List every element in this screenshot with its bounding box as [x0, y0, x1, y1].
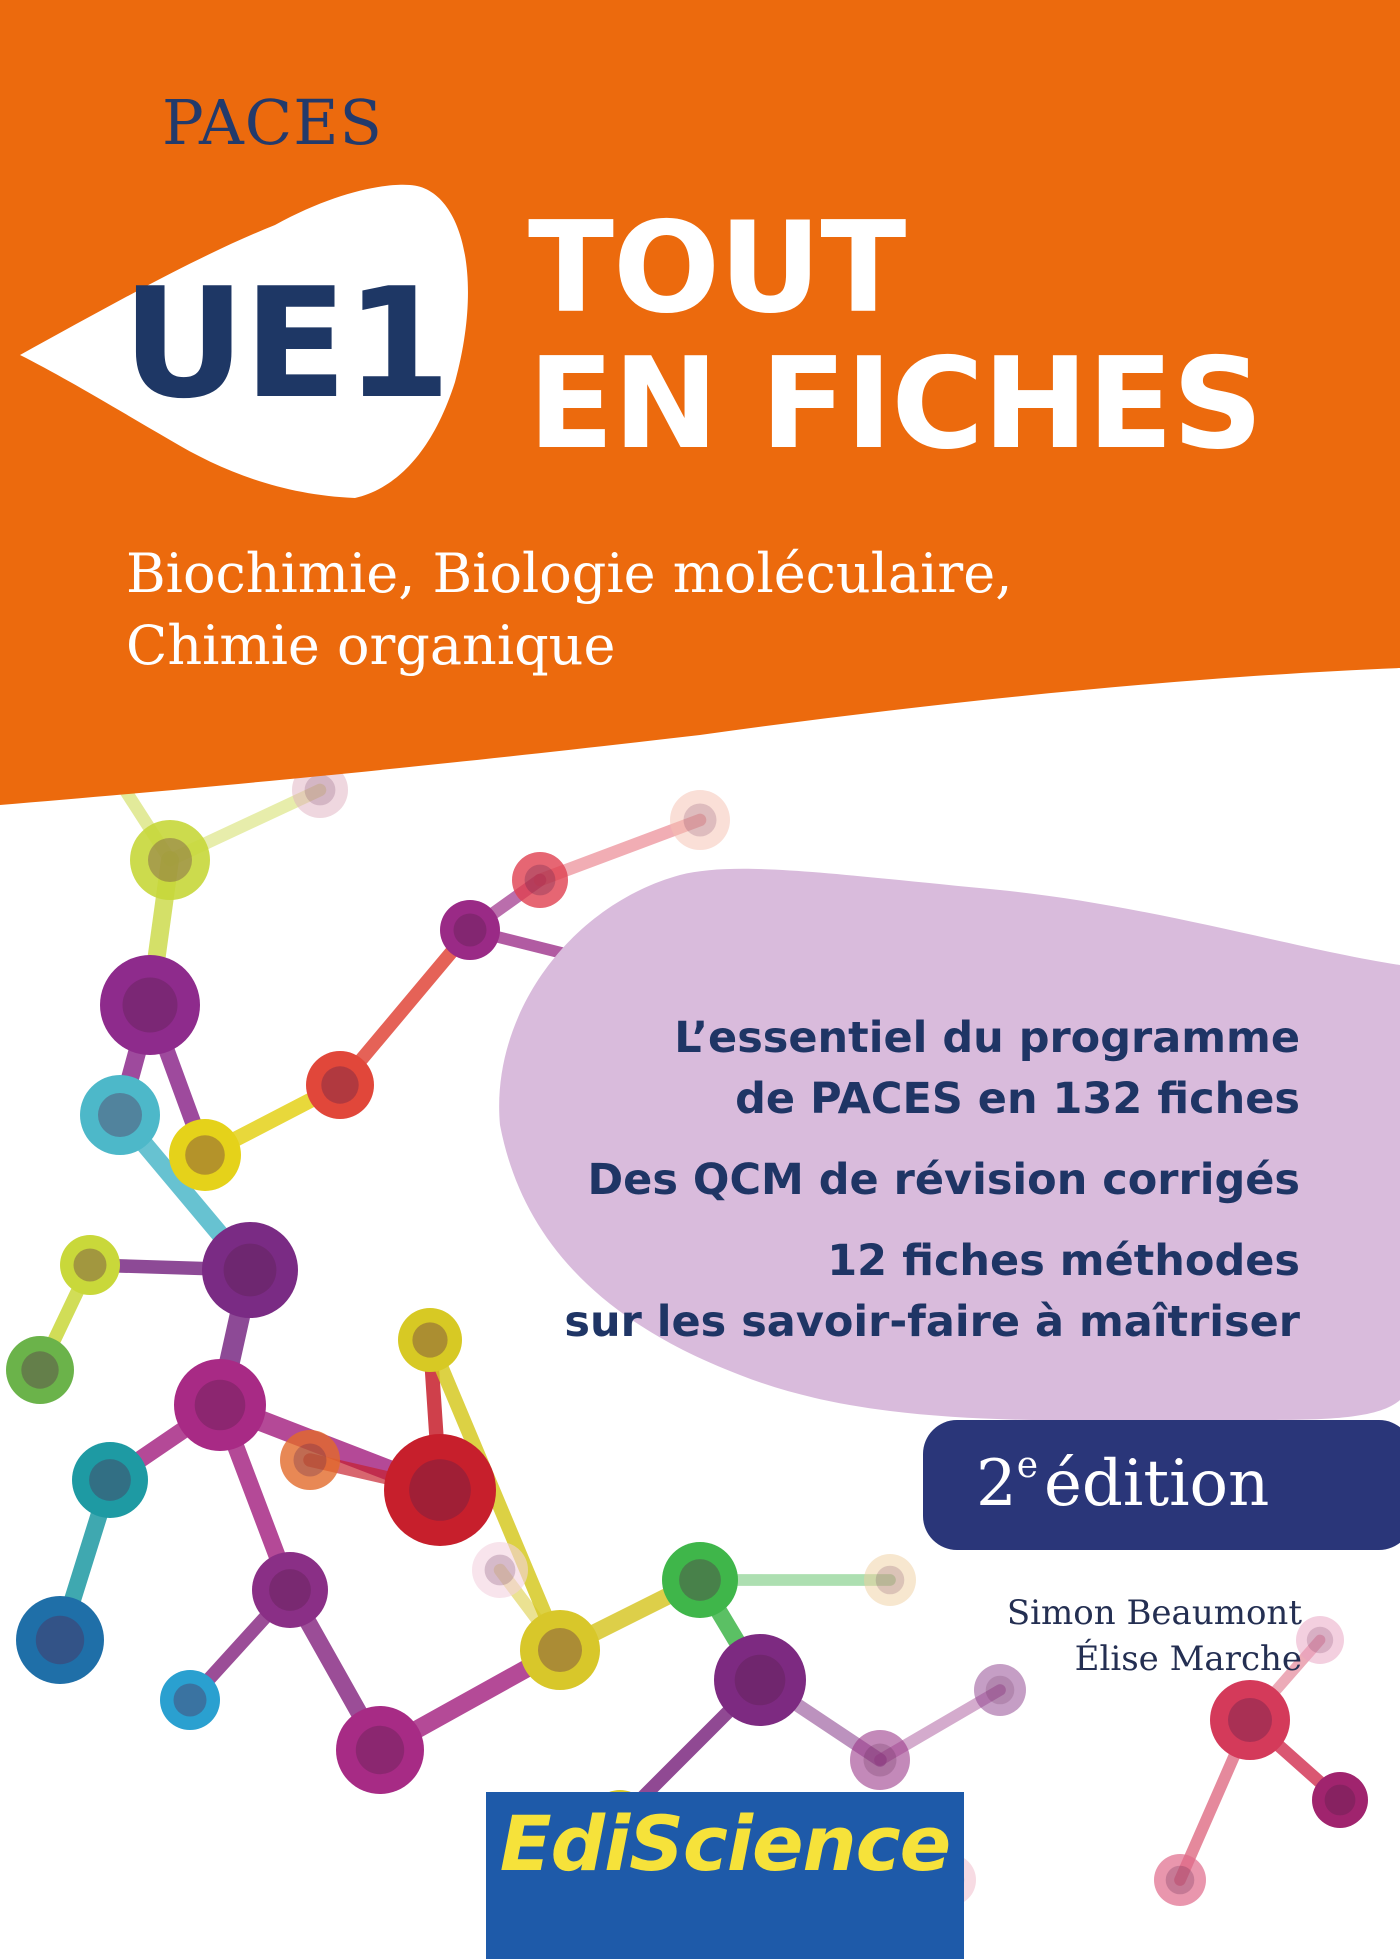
molecule-atom-core: [1325, 1785, 1356, 1816]
publisher-logo: EdiScience: [499, 1799, 951, 1888]
subtitle-line: Chimie organique: [126, 614, 616, 677]
book-title: [528, 194, 1263, 477]
molecule-atom-core: [735, 1655, 786, 1706]
molecule-atom-core: [485, 1555, 516, 1586]
edition-label: [976, 1445, 1270, 1521]
feature-item: [564, 1008, 1300, 1130]
molecule-atom-core: [409, 1459, 471, 1521]
molecule-atom-core: [1166, 1866, 1195, 1895]
feature-line: de PACES en 132 fiches: [735, 1074, 1300, 1124]
feature-list: [564, 1008, 1300, 1373]
molecule-atom-core: [294, 1444, 327, 1477]
molecule-atom-core: [148, 838, 192, 882]
feature-item: [564, 1231, 1300, 1353]
molecule-atom-core: [454, 914, 487, 947]
molecule-atom-core: [321, 1066, 358, 1103]
molecule-atom-core: [224, 1244, 277, 1297]
feature-item: [564, 1150, 1300, 1211]
author-name: Élise Marche: [1074, 1639, 1302, 1679]
feature-line: 12 fiches méthodes: [827, 1236, 1300, 1286]
molecule-atom-core: [305, 775, 336, 806]
molecule-atom-core: [876, 1566, 905, 1595]
feature-line: sur les savoir-faire à maîtriser: [564, 1297, 1300, 1347]
molecule-atom-core: [1307, 1627, 1333, 1653]
molecule-atom-core: [89, 1459, 131, 1501]
title-line: EN FICHES: [528, 330, 1263, 477]
molecule-atom-core: [185, 1135, 225, 1175]
molecule-atom-core: [538, 1628, 582, 1672]
authors: [1007, 1590, 1302, 1682]
molecule-atom-core: [195, 1380, 246, 1431]
title-line: TOUT: [528, 194, 906, 341]
molecule-atom-core: [74, 1249, 107, 1282]
feature-line: L’essentiel du programme: [674, 1013, 1300, 1063]
author-name: Simon Beaumont: [1006, 1593, 1302, 1633]
edition-word: édition: [1044, 1447, 1270, 1521]
molecule-atom-core: [269, 1569, 311, 1611]
molecule-atom-core: [123, 978, 178, 1033]
molecule-atom-core: [1228, 1698, 1272, 1742]
molecule-atom-core: [864, 1744, 897, 1777]
edition-number: 2: [976, 1447, 1017, 1521]
molecule-atom-core: [679, 1559, 721, 1601]
molecule-atom-core: [684, 804, 717, 837]
feature-line: Des QCM de révision corrigés: [587, 1155, 1300, 1205]
molecule-atom-core: [525, 865, 556, 896]
molecule-atom-core: [412, 1322, 447, 1357]
subtitle: [126, 538, 1012, 682]
edition-superscript: e: [1016, 1445, 1039, 1486]
molecule-atom-core: [36, 1616, 84, 1664]
series-label: PACES: [162, 86, 383, 159]
molecule-atom-core: [98, 1093, 142, 1137]
subtitle-line: Biochimie, Biologie moléculaire,: [126, 542, 1013, 605]
ue1-badge-label: UE1: [122, 255, 450, 432]
molecule-atom-core: [174, 1684, 207, 1717]
molecule-atom-core: [356, 1726, 404, 1774]
molecule-atom-core: [21, 1351, 58, 1388]
